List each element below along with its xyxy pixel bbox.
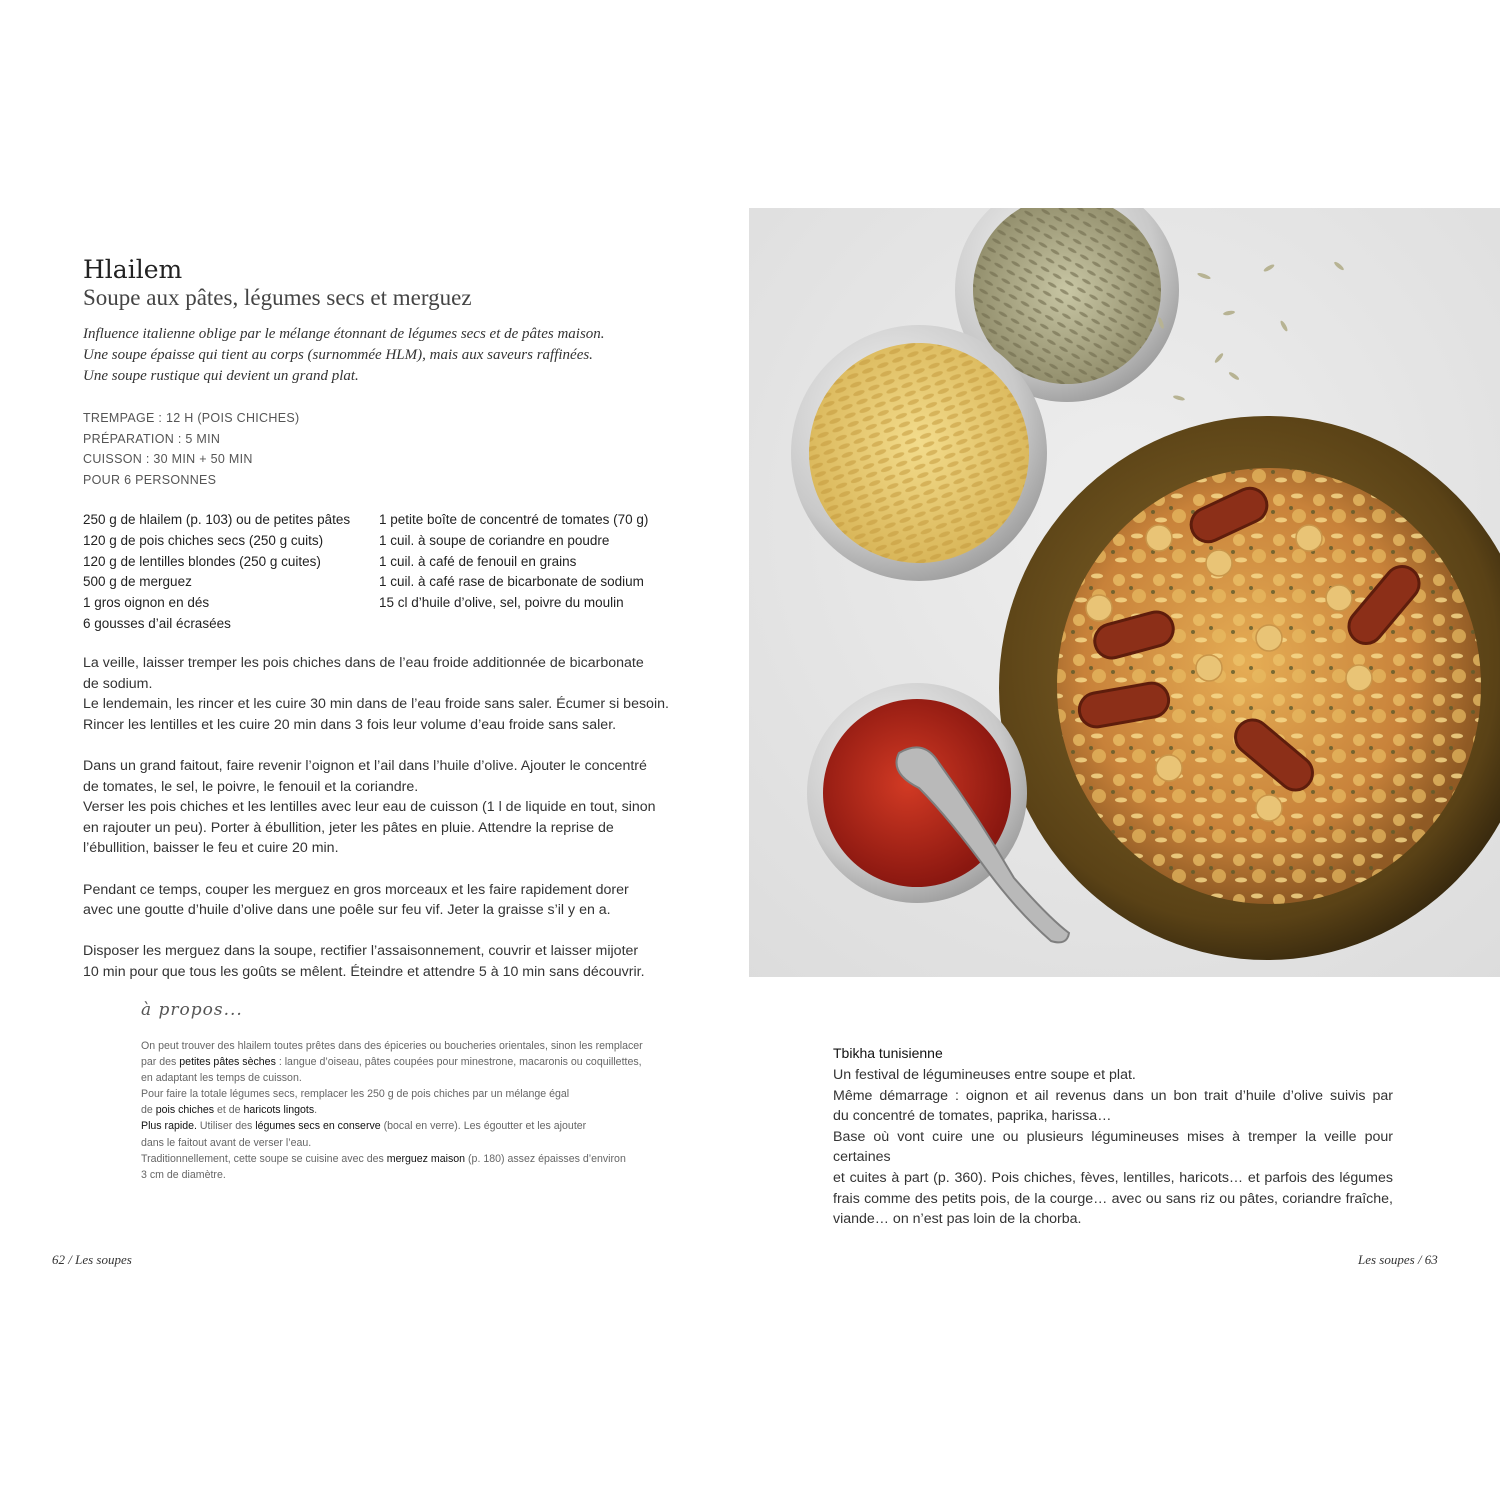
note-emphasis: haricots lingots <box>243 1104 315 1117</box>
ingredient-item: 1 cuil. à soupe de coriandre en poudre <box>379 532 610 548</box>
meta-servings: POUR 6 PERSONNES <box>83 473 217 488</box>
sidebar-line: frais comme des petits pois, de la courge… avec ou sans riz ou pâtes, coriandre fraîche, <box>833 1190 1393 1207</box>
note-text: Utiliser des <box>196 1120 256 1133</box>
meta-cooking: CUISSON : 30 MIN + 50 MIN <box>83 452 253 467</box>
ingredient-item: 500 g de merguez <box>83 574 192 590</box>
meta-preparation: PRÉPARATION : 5 MIN <box>83 431 221 446</box>
ingredient-item: 15 cl d’huile d’olive, sel, poivre du moulin <box>379 595 624 611</box>
note-line <box>141 1151 681 1167</box>
step-line: Pendant ce temps, couper les merguez en gros morceaux et les faire rapidement dorer <box>83 881 629 898</box>
ingredient-item: 1 gros oignon en dés <box>83 595 210 611</box>
ingredients-left <box>83 510 350 635</box>
note-line: Pour faire la totale légumes secs, remplacer les 250 g de pois chiches par un mélange égal <box>141 1088 570 1101</box>
ingredient-item: 120 g de lentilles blondes (250 g cuites) <box>83 553 321 569</box>
note-line: 3 cm de diamètre. <box>141 1168 226 1181</box>
recipe-steps <box>83 653 683 1003</box>
page-folio-right: Les soupes / 63 <box>1358 1252 1438 1267</box>
note-line: en adaptant les temps de cuisson. <box>141 1072 302 1085</box>
sidebar-line: et cuites à part (p. 360). Pois chiches, fèves, lentilles, haricots… et parfois des légumes <box>833 1169 1393 1186</box>
meta-soaking: TREMPAGE : 12 H (POIS CHICHES) <box>83 411 300 425</box>
note-emphasis: petites pâtes sèches <box>179 1056 276 1069</box>
step-line: La veille, laisser tremper les pois chiches dans de l’eau froide additionnée de bicarbonate <box>83 655 644 671</box>
step-line: Rincer les lentilles et les cuire 20 min dans 3 fois leur volume d’eau froide sans saler. <box>83 716 617 733</box>
step-line: de sodium. <box>83 675 153 692</box>
page-folio-left: 62 / Les soupes <box>52 1252 132 1267</box>
note-text: . <box>314 1104 318 1117</box>
intro-line: Une soupe rustique qui devient un grand plat. <box>83 368 359 384</box>
ingredient-item: 1 cuil. à café rase de bicarbonate de sodium <box>379 574 644 590</box>
food-illustration <box>749 208 1500 977</box>
note-text: par des <box>141 1056 180 1069</box>
step-line: en rajouter un peu). Porter à ébullition, jeter les pâtes en pluie. Attendre la reprise de <box>83 819 614 836</box>
ingredient-item: 1 petite boîte de concentré de tomates (70 g) <box>379 512 649 527</box>
apropos-heading: à propos... <box>141 1000 243 1020</box>
sidebar-line: viande… on n’est pas loin de la chorba. <box>833 1211 1082 1228</box>
note-emphasis: légumes secs en conserve <box>255 1120 381 1133</box>
note-emphasis: pois chiches <box>155 1104 215 1117</box>
step-line: de tomates, le sel, le poivre, le fenouil et la coriandre. <box>83 778 419 795</box>
intro-line: Influence italienne oblige par le mélange étonnant de légumes secs et de pâtes maison. <box>83 326 605 342</box>
step-paragraph <box>83 880 683 921</box>
step-paragraph <box>83 756 683 859</box>
ingredient-item: 250 g de hlailem (p. 103) ou de petites pâtes <box>83 512 351 527</box>
note-line: On peut trouver des hlailem toutes prêtes dans des épiceries ou boucheries orientales, sinon les remplacer <box>141 1040 643 1052</box>
note-line: dans le faitout avant de verser l’eau. <box>141 1136 312 1149</box>
ingredient-item: 120 g de pois chiches secs (250 g cuits) <box>83 532 324 548</box>
sidebar-line: du concentré de tomates, paprika, harissa… <box>833 1108 1112 1125</box>
note-text: : langue d’oiseau, pâtes coupées pour minestrone, macaronis ou coquillettes, <box>275 1056 642 1069</box>
recipe-title: Hlailem <box>83 255 183 284</box>
note-line <box>141 1118 681 1134</box>
note-text: (p. 180) assez épaisses d’environ <box>465 1152 626 1165</box>
ingredients-right <box>379 510 648 614</box>
step-line: avec une goutte d’huile d’olive dans une poêle sur feu vif. Jeter la graisse s’il y en a. <box>83 902 611 919</box>
note-line <box>141 1102 681 1118</box>
step-paragraph <box>83 941 683 982</box>
sidebar-body <box>833 1065 1393 1230</box>
note-text: de <box>141 1104 156 1117</box>
recipe-meta <box>83 408 299 491</box>
intro-line: Une soupe épaisse qui tient au corps (surnommée HLM), mais aux saveurs raffinées. <box>83 347 593 363</box>
note-emphasis: Plus rapide. <box>141 1120 197 1133</box>
step-line: Disposer les merguez dans la soupe, rectifier l’assaisonnement, couvrir et laisser mijoter <box>83 943 639 960</box>
sidebar-line: Base où vont cuire une ou plusieurs légumineuses mises à tremper la veille pour certaines <box>833 1128 1393 1166</box>
recipe-subtitle: Soupe aux pâtes, légumes secs et merguez <box>83 285 472 310</box>
food-photo <box>749 208 1500 977</box>
note-line <box>141 1054 681 1070</box>
step-line: Verser les pois chiches et les lentilles avec leur eau de cuisson (1 l de liquide en tout, sinon <box>83 799 656 816</box>
sidebar-line: Même démarrage : oignon et ail revenus dans un bon trait d’huile d’olive suivis par <box>833 1087 1393 1104</box>
note-text: Traditionnellement, cette soupe se cuisine avec des <box>141 1152 387 1165</box>
apropos-note <box>141 1038 681 1183</box>
ingredient-item: 1 cuil. à café de fenouil en grains <box>379 553 577 569</box>
step-line: Dans un grand faitout, faire revenir l’oignon et l’ail dans l’huile d’olive. Ajouter le concentré <box>83 757 647 774</box>
step-line: 10 min pour que tous les goûts se mêlent. Éteindre et attendre 5 à 10 min sans découvrir. <box>83 963 645 980</box>
step-paragraph <box>83 653 683 735</box>
step-line: Le lendemain, les rincer et les cuire 30 min dans de l’eau froide sans saler. Écumer si besoin. <box>83 696 669 713</box>
note-text: et de <box>214 1104 244 1117</box>
note-emphasis: merguez maison <box>386 1152 466 1165</box>
sidebar-title: Tbikha tunisienne <box>833 1045 943 1061</box>
note-text: (bocal en verre). Les égoutter et les ajouter <box>380 1120 587 1133</box>
recipe-intro <box>83 324 673 387</box>
step-line: l’ébullition, baisser le feu et cuire 20 min. <box>83 840 339 857</box>
sidebar-line: Un festival de légumineuses entre soupe et plat. <box>833 1067 1136 1083</box>
ingredient-item: 6 gousses d’ail écrasées <box>83 615 231 631</box>
